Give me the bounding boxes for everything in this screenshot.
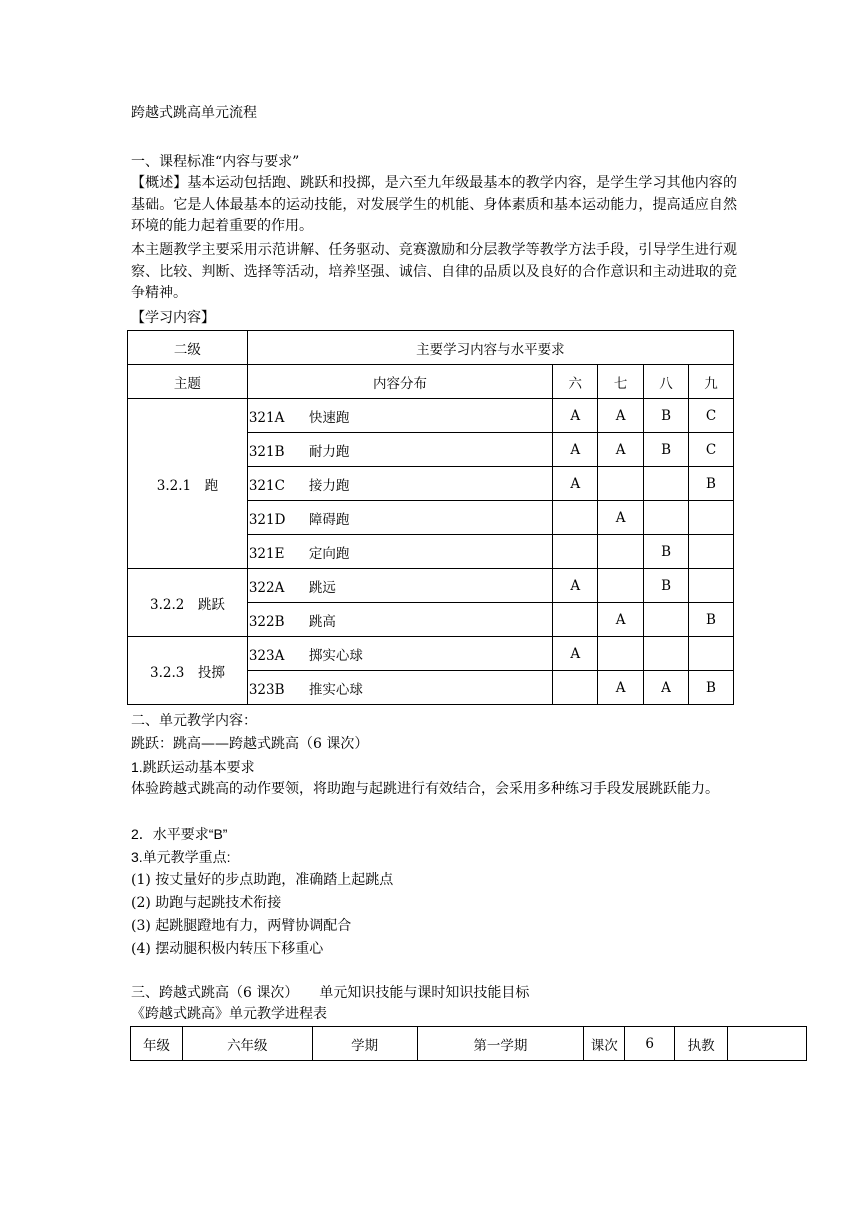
grade-cell: [598, 535, 644, 569]
grade-cell: A: [553, 399, 598, 433]
focus-item: (2) 助跑与起跳技术衔接: [131, 895, 282, 911]
level-requirement: 2．水平要求“B”: [131, 826, 228, 842]
progress-table: [130, 1026, 807, 1061]
section-1-heading: 一、课程标准“内容与要求”: [131, 154, 300, 170]
grade-cell: C: [689, 433, 734, 467]
grade-cell: B: [689, 671, 734, 705]
grade-cell: [553, 501, 598, 535]
learning-content-label: 【学习内容】: [131, 310, 215, 326]
item-code: 321A: [248, 409, 285, 426]
grade-cell: [644, 467, 689, 501]
basic-requirement-title: 1.跳跃运动基本要求: [131, 759, 255, 775]
grade-cell: B: [644, 433, 689, 467]
grade-cell: B: [644, 569, 689, 603]
jump-topic-line: 跳跃：跳高——跨越式跳高（6 课次）: [131, 736, 369, 752]
header-grade-9: 九: [689, 365, 734, 399]
item-name: 接力跑: [308, 477, 350, 494]
header-grade-6: 六: [553, 365, 598, 399]
item-name: 跳高: [308, 613, 336, 630]
grade-cell: B: [689, 603, 734, 637]
section-2-heading: 二、单元教学内容：: [131, 713, 257, 729]
table-row: [128, 399, 734, 433]
item-name: 推实心球: [308, 681, 363, 698]
item-name: 跳远: [308, 579, 336, 596]
focus-item: (4) 摆动腿积极内转压下移重心: [131, 941, 324, 957]
basic-requirement-text: 体验跨越式跳高的动作要领，将助跑与起跳进行有效结合，会采用多种练习手段发展跳跃能力。: [131, 781, 719, 797]
focus-title: 3.单元教学重点:: [131, 849, 231, 865]
item-name: 掷实心球: [308, 647, 363, 664]
header-grade-8: 八: [644, 365, 689, 399]
header-distribution: 内容分布: [247, 365, 552, 399]
focus-item: (3) 起跳腿蹬地有力，两臂协调配合: [131, 918, 352, 934]
grade-cell: A: [553, 433, 598, 467]
grade-cell: A: [553, 569, 598, 603]
grade-cell: B: [644, 399, 689, 433]
item-name: 定向跑: [308, 545, 350, 562]
progress-cell: 6: [625, 1027, 675, 1061]
grade-cell: A: [598, 501, 644, 535]
item-code: 323A: [248, 647, 285, 664]
progress-cell: [728, 1027, 807, 1061]
grade-cell: [553, 535, 598, 569]
header-main-content: 主要学习内容与水平要求: [247, 331, 733, 365]
grade-cell: A: [598, 433, 644, 467]
progress-cell: 学期: [312, 1027, 417, 1061]
table-row: [128, 569, 734, 603]
grade-cell: [689, 501, 734, 535]
grade-cell: [644, 501, 689, 535]
progress-cell: 第一学期: [417, 1027, 584, 1061]
item-code: 321D: [248, 511, 286, 528]
item-code: 322A: [248, 579, 285, 596]
table-row: [131, 1027, 807, 1061]
topic-jump: 3.2.2 跳跃: [128, 569, 248, 637]
grade-cell: [689, 569, 734, 603]
section-3-heading: 三、跨越式跳高（6 课次） 单元知识技能与课时知识技能目标: [131, 985, 530, 1001]
teaching-method-paragraph: 本主题教学主要采用示范讲解、任务驱动、竞赛激励和分层教学等教学方法手段，引导学生进行观察、比较、判断、选择等活动，培养坚强、诚信、自律的品质以及良好的合作意识和主动进取的竞争精神。: [131, 242, 737, 301]
item-code: 322B: [248, 613, 285, 630]
item-name: 耐力跑: [308, 443, 350, 460]
grade-cell: [598, 569, 644, 603]
header-grade-7: 七: [598, 365, 644, 399]
grade-cell: A: [553, 637, 598, 671]
grade-cell: [689, 637, 734, 671]
grade-cell: [644, 603, 689, 637]
table-row: [128, 637, 734, 671]
item-code: 321C: [248, 477, 285, 494]
item-code: 321B: [248, 443, 285, 460]
grade-cell: A: [598, 671, 644, 705]
grade-cell: [598, 637, 644, 671]
header-topic: 主题: [128, 365, 248, 399]
overview-paragraph: 【概述】基本运动包括跑、跳跃和投掷，是六至九年级最基本的教学内容，是学生学习其他内容的基础。它是人体最基本的运动技能，对发展学生的机能、身体素质和基本运动能力，提高适应自然环境的能力起着重要的作用。: [131, 175, 737, 234]
progress-cell: 年级: [131, 1027, 183, 1061]
grade-cell: [644, 637, 689, 671]
document-title: 跨越式跳高单元流程: [131, 105, 257, 121]
grade-cell: A: [598, 603, 644, 637]
grade-cell: A: [644, 671, 689, 705]
progress-cell: 执教: [675, 1027, 728, 1061]
grade-cell: [553, 671, 598, 705]
grade-cell: B: [689, 467, 734, 501]
progress-cell: 课次: [584, 1027, 625, 1061]
topic-throw: 3.2.3 投掷: [128, 637, 248, 705]
progress-cell: 六年级: [182, 1027, 312, 1061]
grade-cell: C: [689, 399, 734, 433]
grade-cell: [553, 603, 598, 637]
item-name: 障碍跑: [308, 511, 350, 528]
progress-table-title: 《跨越式跳高》单元教学进程表: [131, 1006, 327, 1022]
grade-cell: [598, 467, 644, 501]
item-name: 快速跑: [308, 409, 350, 426]
grade-cell: A: [553, 467, 598, 501]
grade-cell: [689, 535, 734, 569]
header-level: 二级: [128, 331, 248, 365]
item-code: 323B: [248, 681, 285, 698]
item-code: 321E: [248, 545, 285, 562]
grade-cell: A: [598, 399, 644, 433]
focus-item: (1) 按丈量好的步点助跑，准确踏上起跳点: [131, 872, 394, 888]
topic-run: 3.2.1 跑: [128, 399, 248, 569]
learning-content-table: [127, 330, 734, 705]
grade-cell: B: [644, 535, 689, 569]
